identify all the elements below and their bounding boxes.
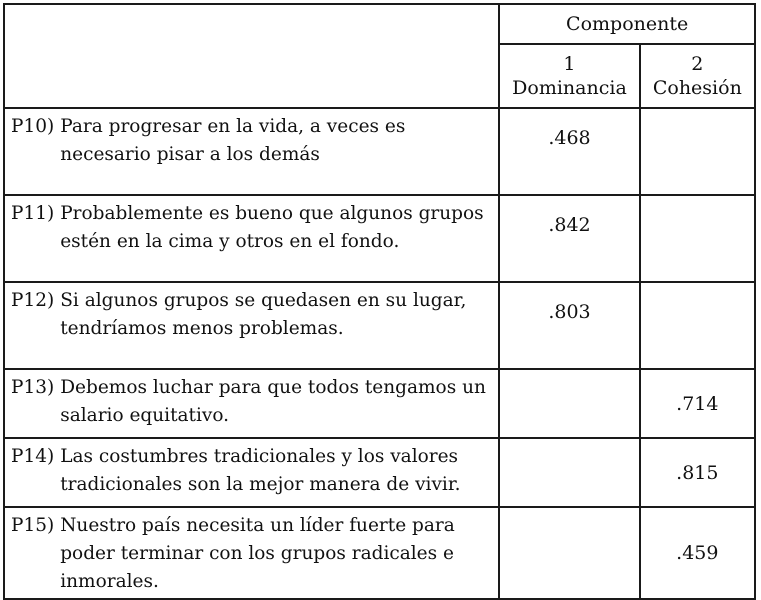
item-text: Las costumbres tradicionales y los valores tradicionales son la mejor manera de vivir.: [60, 446, 461, 495]
table-row: [4, 195, 755, 282]
corner-cell: [4, 4, 499, 108]
item-text: Probablemente es bueno que algunos grupos estén en la cima y otros en el fondo.: [60, 203, 484, 252]
item-cell: [4, 108, 499, 195]
item-cell: [4, 438, 499, 507]
item-cell: [4, 369, 499, 438]
item-cell: [4, 507, 499, 599]
table-row: [4, 108, 755, 195]
factor-loadings-table: [3, 3, 756, 600]
loading-dominancia: .803: [499, 282, 639, 369]
item-text: Debemos luchar para que todos tengamos un salario equitativo.: [60, 377, 486, 426]
loading-dominancia: .842: [499, 195, 639, 282]
table-row: [4, 369, 755, 438]
item-text: Nuestro país necesita un líder fuerte para poder terminar con los grupos radicales e inmorales.: [60, 515, 455, 592]
item-text: Si algunos grupos se quedasen en su lugar, tendríamos menos problemas.: [60, 290, 467, 339]
loading-cohesion: [640, 108, 755, 195]
loading-cohesion: .714: [640, 369, 755, 438]
column-number: 2: [691, 53, 704, 75]
table-row: [4, 438, 755, 507]
column-header-cohesion: [640, 44, 755, 108]
loading-cohesion: [640, 195, 755, 282]
loading-dominancia: [499, 369, 639, 438]
item-text: Para progresar en la vida, a veces es necesario pisar a los demás: [60, 116, 406, 165]
item-code: P11): [11, 203, 55, 224]
column-header-dominancia: [499, 44, 639, 108]
item-code: P12): [11, 290, 55, 311]
component-header: Componente: [499, 4, 755, 44]
header-row-group: [4, 4, 755, 44]
loading-dominancia: [499, 507, 639, 599]
table-row: [4, 282, 755, 369]
column-number: 1: [563, 53, 576, 75]
item-code: P13): [11, 377, 55, 398]
item-cell: [4, 195, 499, 282]
loading-cohesion: [640, 282, 755, 369]
item-code: P14): [11, 446, 55, 467]
loading-cohesion: .459: [640, 507, 755, 599]
item-code: P15): [11, 515, 55, 536]
loading-dominancia: [499, 438, 639, 507]
loading-cohesion: .815: [640, 438, 755, 507]
column-name: Dominancia: [512, 77, 627, 99]
item-code: P10): [11, 116, 55, 137]
column-name: Cohesión: [652, 77, 742, 99]
loading-dominancia: .468: [499, 108, 639, 195]
item-cell: [4, 282, 499, 369]
table-row: [4, 507, 755, 599]
